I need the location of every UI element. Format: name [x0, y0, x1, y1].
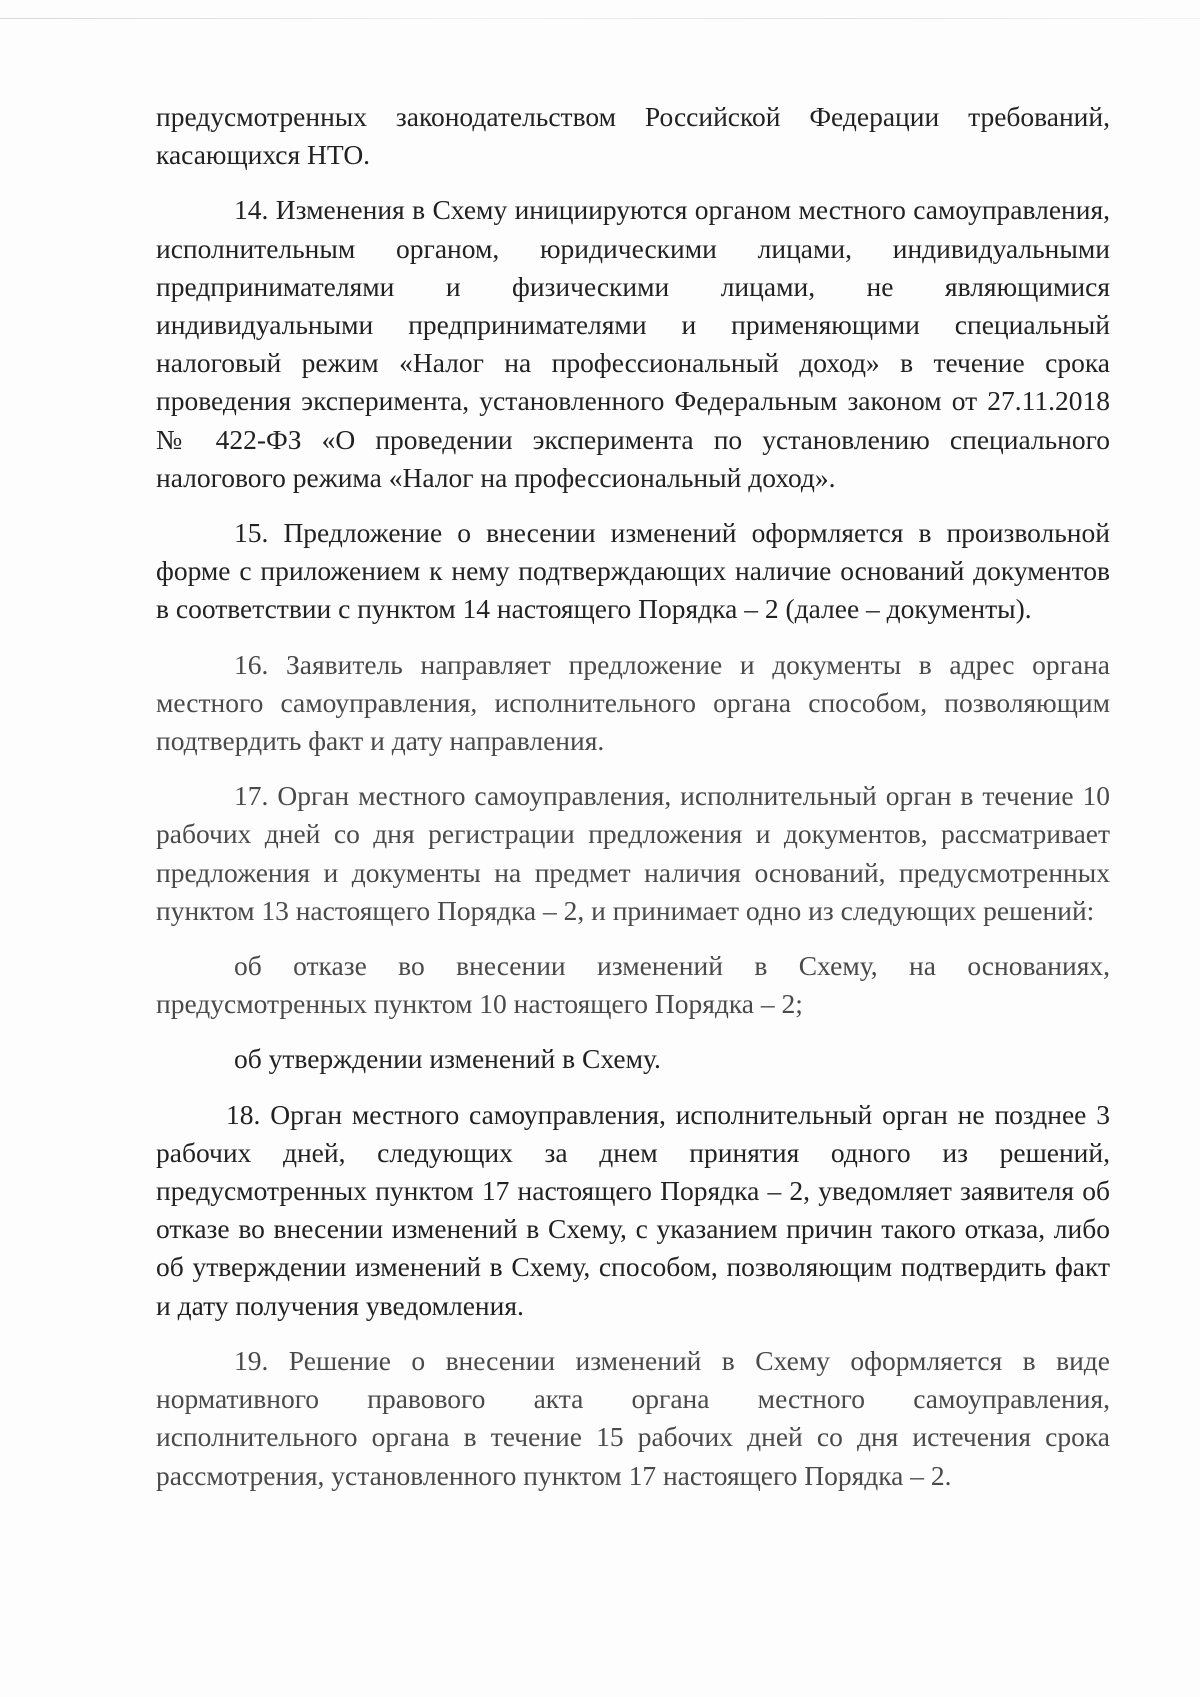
paragraph-14: 14. Изменения в Схему инициируются органом местного самоуправления, исполнительным органом, юридическими лицами, индивидуальными предпринимателями и физическими лицами, не являющимися индивидуальными предпринимателями и применяющими специальный налоговый режим «Налог на профессиональный доход» в течение срока проведения эксперимента, установленного Федеральным законом от 27.11.2018 № 422-ФЗ «О проведении эксперимента по установлению специального налогового режима «Налог на профессиональный доход». [156, 194, 1110, 493]
paragraph-18: 18. Орган местного самоуправления, исполнительный орган не позднее 3 рабочих дней, следующих за днем принятия одного из решений, предусмотренных пунктом 17 настоящего Порядка – 2, уведомляет заявителя об отказе во внесении изменений в Схему, с указанием причин такого отказа, либо об утверждении изменений в Схему, способом, позволяющим подтвердить факт и дату получения уведомления. [156, 1098, 1110, 1321]
paragraph-16: 16. Заявитель направляет предложение и документы в адрес органа местного самоуправления, исполнительного органа способом, позволяющим подтвердить факт и дату направления. [156, 648, 1110, 757]
paragraph-17-option-refuse: об отказе во внесении изменений в Схему, на основаниях, предусмотренных пунктом 10 настоящего Порядка – 2; [156, 950, 1110, 1020]
paragraph-continuation: предусмотренных законодательством Российской Федерации требований, касающихся НТО. [156, 101, 1110, 171]
paragraph-15: 15. Предложение о внесении изменений оформляется в произвольной форме с приложением к нему подтверждающих наличие оснований документов в соответствии с пунктом 14 настоящего Порядка – 2 (далее – документы). [156, 517, 1110, 625]
paragraph-19: 19. Решение о внесении изменений в Схему оформляется в виде нормативного правового акта органа местного самоуправления, исполнительного органа в течение 15 рабочих дней со дня истечения срока рассмотрения, установленного пунктом 17 настоящего Порядка – 2. [156, 1344, 1110, 1491]
paragraph-17: 17. Орган местного самоуправления, исполнительный орган в течение 10 рабочих дней со дня регистрации предложения и документов, рассматривает предложения и документы на предмет наличия оснований, предусмотренных пунктом 13 настоящего Порядка – 2, и принимает одно из следующих решений: [156, 780, 1110, 926]
document-body [156, 98, 1110, 1512]
scan-top-edge [0, 18, 1200, 19]
paragraph-17-option-approve: об утверждении изменений в Схему. [234, 1043, 661, 1075]
